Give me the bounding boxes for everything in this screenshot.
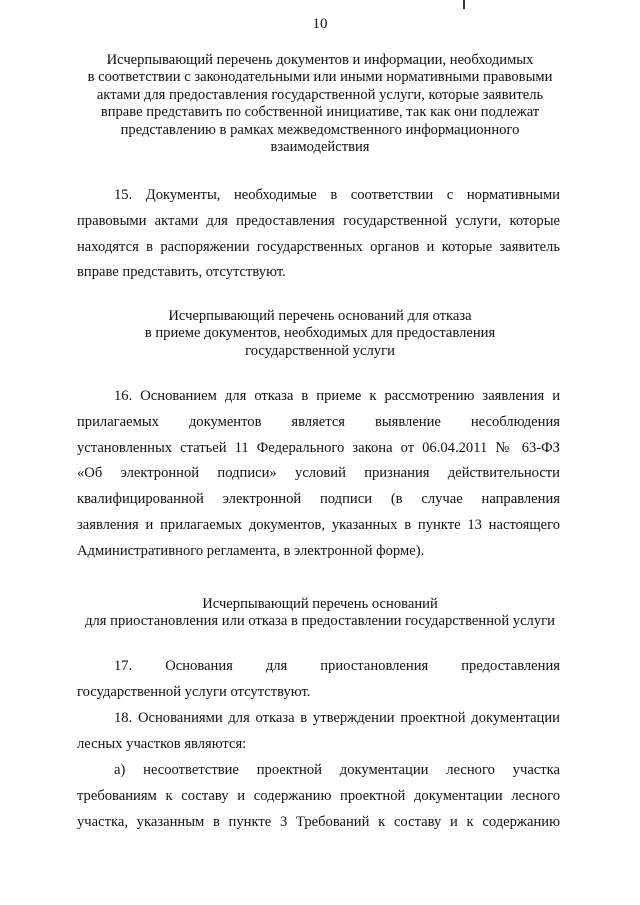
paragraph-17 [77,654,560,706]
paragraph-line: 18. Основаниями для отказа в утверждении проектной документации [114,710,560,726]
heading-line: для приостановления или отказа в предоставлении государственной услуги [85,613,555,630]
paragraph-line: Административного регламента, в электронной форме). [77,542,425,559]
page-number: 10 [312,16,328,32]
heading-line: взаимодействия [270,139,370,156]
heading-refusal-grounds [70,308,570,360]
paragraph-line: лесных участков являются: [77,735,247,752]
paragraph-line: находятся в распоряжении государственных органов и которые заявитель [77,238,560,255]
heading-line: в приеме документов, необходимых для предоставления [144,325,496,342]
paragraph-18 [77,706,560,758]
paragraph-16 [77,384,560,565]
heading-line: в соответствии с законодательными или иными нормативными правовыми [87,69,553,86]
heading-line: Исчерпывающий перечень оснований [202,596,438,612]
paragraph-line: государственной услуги отсутствуют. [77,683,311,700]
paragraph-line: 16. Основанием для отказа в приеме к рассмотрению заявления и [114,388,560,404]
paragraph-line: а) несоответствие проектной документации лесного участка [114,762,560,778]
scan-mark [463,0,465,9]
paragraph-line: установленных статьей 11 Федерального закона от 06.04.2011 № 63-ФЗ [77,439,560,456]
paragraph-15 [77,183,560,286]
paragraph-line: требованиям к составу и содержанию проектной документации лесного [77,787,560,804]
heading-line: актами для предоставления государственной услуги, которые заявитель [96,86,544,103]
paragraph-line: участка, указанным в пункте 3 Требований к составу и к содержанию [77,813,560,830]
paragraph-line: «Об электронной подписи» условий признания действительности [77,465,560,482]
paragraph-line: 15. Документы, необходимые в соответствии с нормативными [114,187,560,203]
paragraph-line: квалифицированной электронной подписи (в случае направления [77,491,560,508]
heading-line: государственной услуги [245,342,395,359]
paragraph-line: прилагаемых документов является выявление несоблюдения [77,413,560,430]
paragraph-18-a [77,758,560,835]
heading-line: представлению в рамках межведомственного информационного [120,121,520,138]
paragraph-line: 17. Основания для приостановления предоставления [114,658,560,674]
paragraph-line: заявления и прилагаемых документов, указанных в пункте 13 настоящего [77,516,560,533]
paragraph-line: правовыми актами для предоставления государственной услуги, которые [77,212,560,229]
heading-line: Исчерпывающий перечень оснований для отказа [168,308,472,324]
paragraph-line: вправе представить, отсутствуют. [77,264,286,281]
heading-line: Исчерпывающий перечень документов и информации, необходимых [106,52,534,68]
heading-line: вправе представить по собственной инициативе, так как они подлежат [100,104,540,121]
heading-additional-documents [70,52,570,156]
heading-suspension-grounds [70,596,570,631]
